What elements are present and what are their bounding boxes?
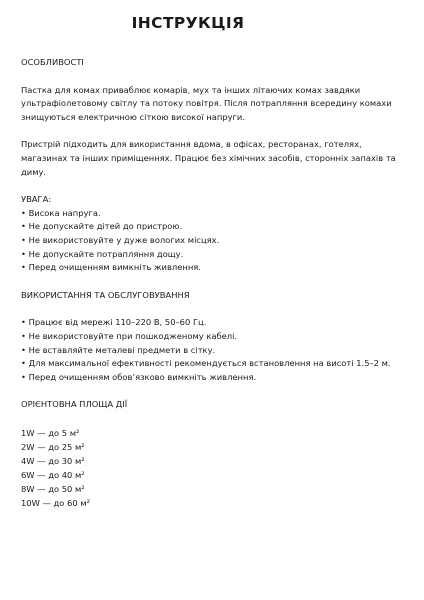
usage-list: [21, 316, 407, 384]
area-item: 1W — до 5 м²: [21, 427, 80, 438]
warning-item: • Не допускайте дітей до пристрою.: [21, 221, 183, 232]
warning-item: • Перед очищенням вимкніть живлення.: [21, 262, 201, 273]
area-item: 10W — до 60 м²: [21, 498, 90, 509]
usage-item: • Не використовуйте при пошкодженому кабелі.: [21, 330, 238, 341]
warning-section: [21, 193, 407, 275]
features-paragraph: Пастка для комах приваблює комарів, мух та інших літаючих комах завдяки ультрафіолетовому світлу та потоку повітря. Після потрапляння всередину комахи знищуються електричною сіткою високої напруги.: [21, 84, 392, 122]
usage-section: [21, 289, 407, 385]
usage-item: • Не вставляйте металеві предмети в сітку.: [21, 344, 216, 355]
usage-heading: ВИКОРИСТАННЯ ТА ОБСЛУГОВУВАННЯ: [21, 289, 190, 300]
area-list: [21, 426, 407, 511]
area-heading: ОРІЄНТОВНА ПЛОЩА ДІЇ: [21, 399, 128, 410]
warning-item: • Висока напруга.: [21, 207, 101, 218]
usage-item: • Для максимальної ефективності рекомендується встановлення на висоті 1.5–2 м.: [21, 358, 391, 369]
warning-item: • Не допускайте потрапляння дощу.: [21, 248, 184, 259]
instruction-content: [21, 56, 407, 510]
area-item: 8W — до 50 м²: [21, 484, 85, 495]
area-item: 4W — до 30 м²: [21, 456, 85, 467]
features-heading: ОСОБЛИВОСТІ: [21, 57, 84, 67]
usage-item: • Працює від мережі 110–220 В, 50–60 Гц.: [21, 317, 207, 328]
page-title: ІНСТРУКЦІЯ: [131, 14, 245, 32]
warning-heading: УВАГА:: [21, 194, 52, 205]
features-section: [21, 56, 407, 179]
warning-item: • Не використовуйте у дуже вологих місцях.: [21, 234, 220, 245]
area-item: 6W — до 40 м²: [21, 470, 85, 481]
area-item: 2W — до 25 м²: [21, 441, 85, 452]
area-section: [21, 398, 407, 510]
warning-list: [21, 207, 407, 275]
features-paragraph: Пристрій підходить для використання вдома, в офісах, ресторанах, готелях, магазинах та інших приміщеннях. Працює без хімічних засобів, сторонніх запахів та диму.: [21, 139, 396, 177]
usage-item: • Перед очищенням обов’язково вимкніть живлення.: [21, 371, 257, 382]
